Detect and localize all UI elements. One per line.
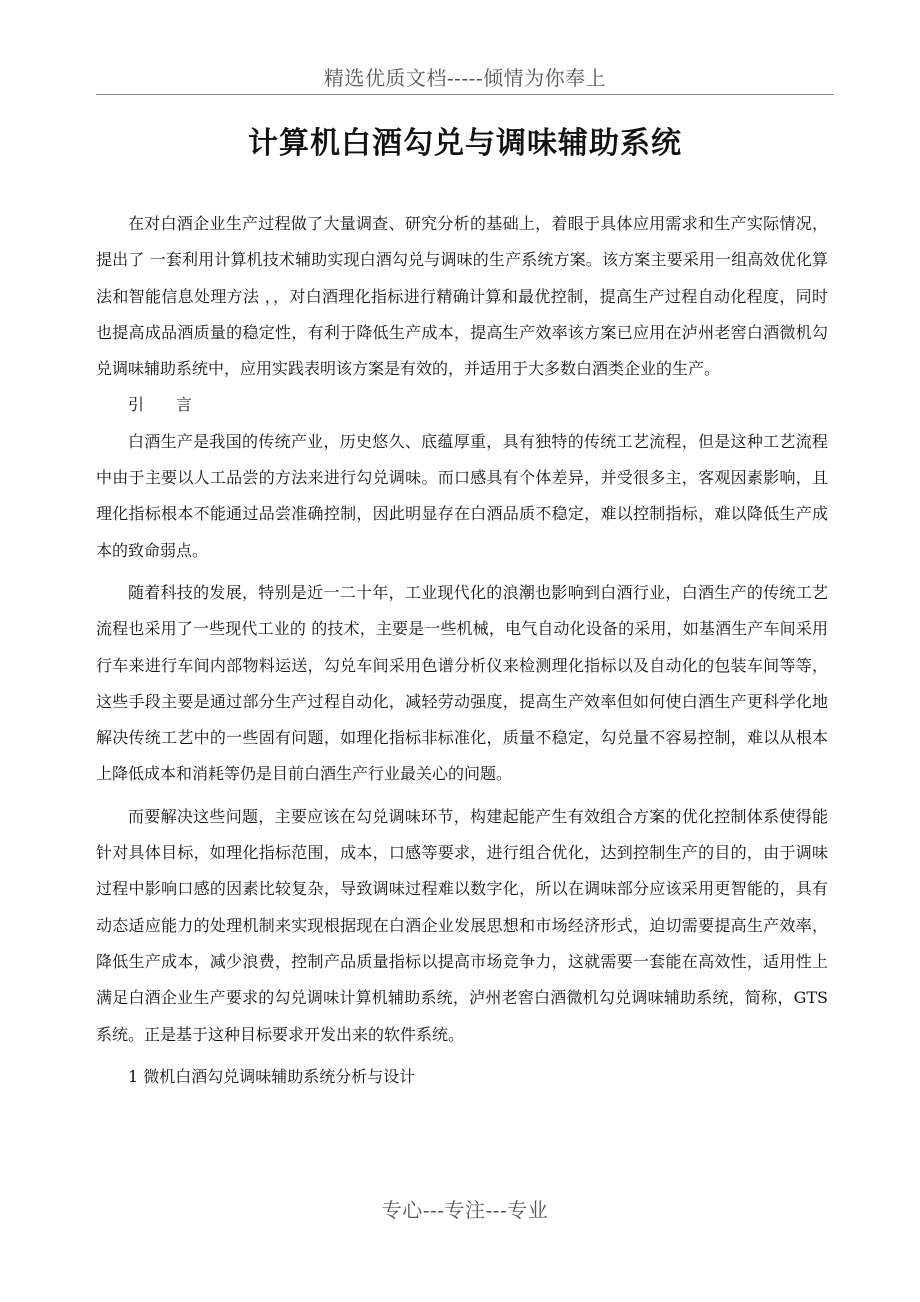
body-paragraph: 白酒生产是我国的传统产业，历史悠久、底蕴厚重，具有独特的传统工艺流程，但是这种工艺流程中由于主要以人工品尝的方法来进行勾兑调味。而口感具有个体差异，并受很多主，客观因素影响，且理化指标根本不能通过品尝准确控制，因此明显存在白酒品质不稳定，难以控制指标，难以降低生产成本的致命弱点。 (96, 431, 828, 560)
document-body (96, 206, 828, 1095)
document-title: 计算机白酒勾兑与调味辅助系统 (248, 126, 682, 161)
body-paragraph: 而要解决这些问题，主要应该在勾兑调味环节，构建起能产生有效组合方案的优化控制体系使得能针对具体目标，如理化指标范围，成本，口感等要求，进行组合优化，达到控制生产的目的，由于调味过程中影响口感的因素比较复杂，导致调味过程难以数字化，所以在调味部分应该采用更智能的，具有动态适应能力的处理机制来实现根据现在白酒企业发展思想和市场经济形式，迫切需要提高生产效率，降低生产成本，减少浪费，控制产品质量指标以提高市场竞争力，这就需要一套能在高效性，适用性上满足白酒企业生产要求的勾兑调味计算机辅助系统，泸州老窖白酒微机勾兑调味辅助系统，简称，GTS 系统。正是基于这种目标要求开发出来的软件系统。 (96, 806, 828, 1044)
page-footer: 专心---专注---专业 (381, 1198, 549, 1222)
section-heading-introduction: 引 言 (128, 395, 193, 415)
page-header: 精选优质文档-----倾情为你奉上 (323, 66, 607, 90)
header-divider (96, 94, 834, 95)
abstract-paragraph: 在对白酒企业生产过程做了大量调查、研究分析的基础上，着眼于具体应用需求和生产实际情况，提出了 一套利用计算机技术辅助实现白酒勾兑与调味的生产系统方案。该方案主要采用一组高效优化算法和智能信息处理方法 ，，对白酒理化指标进行精确计算和最优控制，提高生产过程自动化程度，同时也提高成品酒质量的稳定性，有利于降低生产成本，提高生产效率该方案已应用在泸州老窖白酒微机勾兑调味辅助系统中，应用实践表明该方案是有效的，并适用于大多数白酒类企业的生产。 (96, 214, 828, 379)
body-paragraph: 随着科技的发展，特别是近一二十年，工业现代化的浪潮也影响到白酒行业，白酒生产的传统工艺流程也采用了一些现代工业的 的技术，主要是一些机械，电气自动化设备的采用，如基酒生产车间采用行车来进行车间内部物料运送，勾兑车间采用色谱分析仪来检测理化指标以及自动化的包装车间等等，这些手段主要是通过部分生产过程自动化，减轻劳动强度，提高生产效率但如何使白酒生产更科学化地解决传统工艺中的一些固有问题，如理化指标非标准化，质量不稳定，勾兑量不容易控制，难以从根本上降低成本和消耗等仍是目前白酒生产行业最关心的问题。 (96, 582, 828, 784)
section-heading-1: 1 微机白酒勾兑调味辅助系统分析与设计 (128, 1066, 416, 1086)
